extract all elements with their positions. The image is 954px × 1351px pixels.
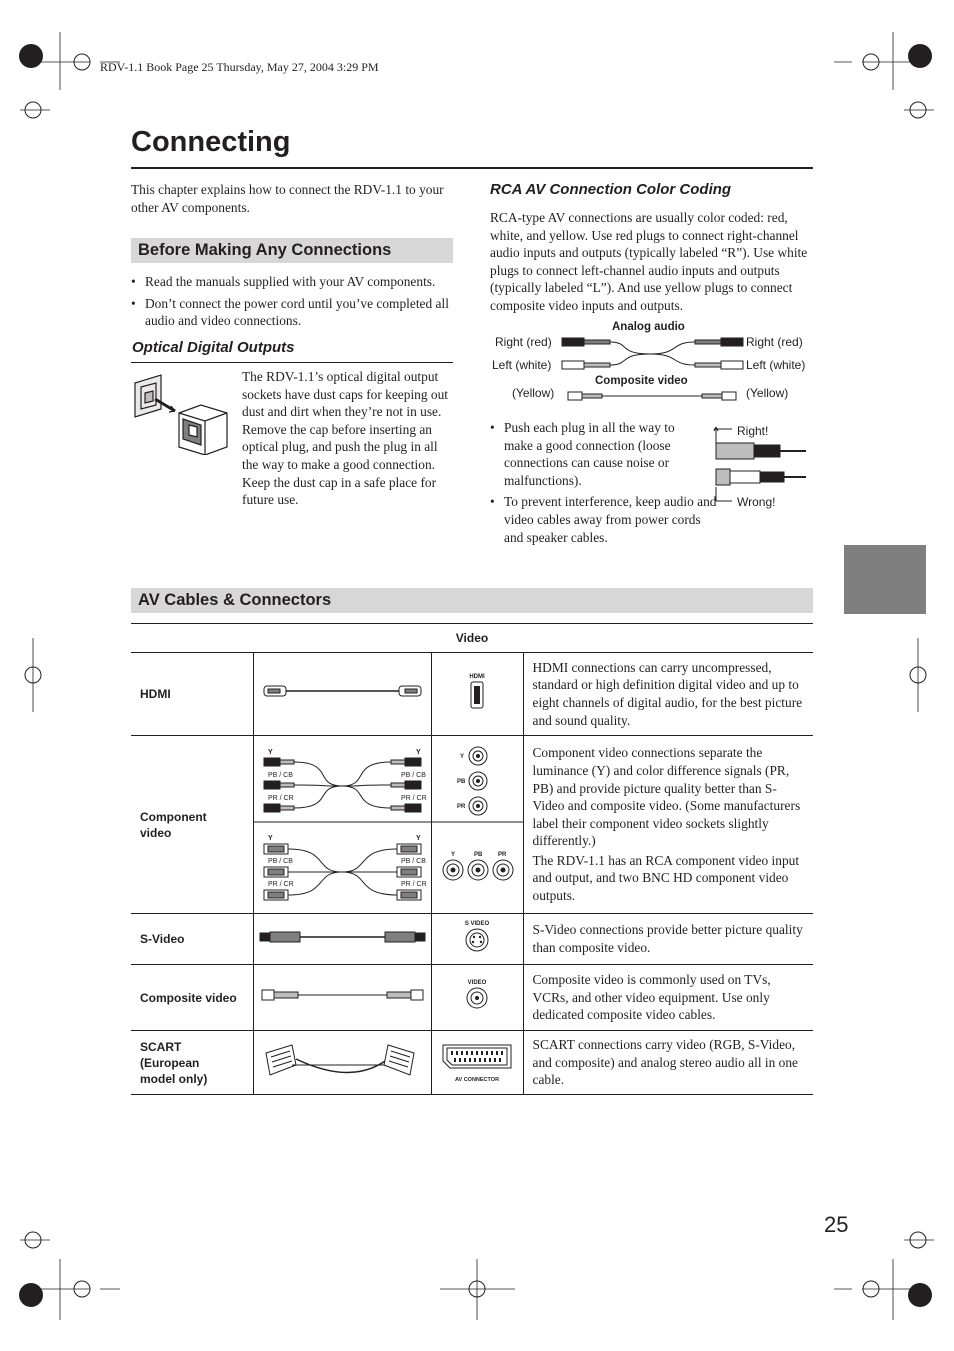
- svg-text:Y: Y: [267, 749, 273, 756]
- component-cable-icon: [254, 736, 431, 908]
- scart-socket-label: AV CONNECTOR: [454, 1077, 500, 1083]
- svg-text:PR: PR: [497, 852, 506, 858]
- list-item: • To prevent interference, keep audio and video cables away from power cords and speaker cables.: [490, 493, 722, 546]
- yellow-left-label: (Yellow): [512, 386, 555, 400]
- wrong-plug-label: Wrong!: [737, 495, 776, 509]
- rca-text: RCA-type AV connections are usually color coded: red, white, and yellow. Use red plugs to connect right-channel audio inputs and outputs (typically labeled “R”). Use white plugs to connect left-channel audio inputs and outputs (typically labeled “L”). And use yellow plugs to connect composite video inputs and outputs.: [490, 210, 808, 313]
- rca-tips-list: [490, 419, 722, 546]
- table-row: [131, 914, 813, 965]
- list-item: • Don’t connect the power cord until you’ve completed all audio and video connections.: [131, 295, 455, 330]
- svg-text:Y: Y: [450, 852, 455, 858]
- title-rule: [131, 167, 813, 169]
- svg-text:PR: PR: [456, 804, 465, 810]
- svideo-cable-icon: [254, 922, 431, 952]
- svg-text:PR / CR: PR / CR: [267, 795, 294, 802]
- page-title: Connecting: [131, 126, 291, 158]
- before-connections-list: [131, 273, 455, 330]
- intro-text: This chapter explains how to connect the RDV-1.1 to your other AV components.: [131, 182, 444, 215]
- analog-audio-label: Analog audio: [612, 321, 685, 333]
- hdmi-cable-icon: [254, 672, 431, 712]
- scart-cable-icon: [254, 1035, 431, 1085]
- component-description: Component video connections separate the luminance (Y) and color difference signals (PR, PB) and provide picture quality better than S-Video and composite video. (Some manufacturers label their component video sockets slightly differently.): [532, 745, 801, 849]
- rca-heading: RCA AV Connection Color Coding: [490, 181, 732, 198]
- table-row: [131, 965, 813, 1031]
- optical-heading: Optical Digital Outputs: [132, 339, 295, 356]
- svg-text:PR / CR: PR / CR: [267, 881, 294, 888]
- component-socket-icon: [432, 736, 523, 908]
- svg-text:Y: Y: [459, 754, 464, 760]
- svg-text:Y: Y: [415, 835, 421, 842]
- table-row: [131, 653, 813, 736]
- hdmi-socket-icon: [467, 680, 487, 710]
- optical-dust-cap-illustration: [131, 373, 235, 455]
- composite-socket-icon: [465, 986, 489, 1010]
- composite-socket-label: VIDEO: [467, 980, 487, 986]
- table-column-header: Video: [131, 624, 813, 653]
- right-red-left-label: Right (red): [495, 335, 552, 349]
- svideo-socket-label: S VIDEO: [464, 920, 490, 927]
- svg-text:PB / CB: PB / CB: [400, 858, 426, 865]
- av-cables-table: [131, 623, 813, 1095]
- row-label-composite: Composite video: [131, 965, 253, 1031]
- row-label-component: Component video: [131, 736, 253, 914]
- svg-text:PB: PB: [456, 779, 465, 785]
- svg-text:PB / CB: PB / CB: [400, 772, 426, 779]
- table-row: [131, 1031, 813, 1095]
- optical-text: The RDV-1.1’s optical digital output sockets have dust caps for keeping out dust and dirt when they’re not in use. Remove the cap before inserting an optical plug, and push the plug in all the way to make a good connection. Keep the dust cap in a safe place for future use.: [242, 369, 449, 508]
- optical-rule: [131, 362, 453, 363]
- right-red-right-label: Right (red): [746, 335, 803, 349]
- row-label-hdmi: HDMI: [131, 653, 253, 736]
- svg-text:PB / CB: PB / CB: [267, 858, 293, 865]
- row-label-svideo: S-Video: [131, 914, 253, 965]
- rca-cable-diagram: [560, 334, 745, 404]
- component-description-2: The RDV-1.1 has an RCA component video input and output, and two BNC HD component video outputs.: [532, 852, 800, 904]
- composite-cable-icon: [254, 980, 431, 1010]
- scart-socket-icon: [440, 1042, 514, 1078]
- svideo-description: S-Video connections provide better picture quality than composite video.: [523, 914, 813, 965]
- left-white-right-label: Left (white): [746, 358, 806, 372]
- hdmi-description: HDMI connections can carry uncompressed, standard or high definition digital video and up to eight channels of digital audio, for the best picture and sound quality.: [523, 653, 813, 736]
- svg-text:PB: PB: [473, 852, 482, 858]
- hdmi-socket-label: HDMI: [469, 673, 485, 680]
- svg-text:PR / CR: PR / CR: [400, 881, 427, 888]
- svideo-socket-icon: [464, 927, 490, 953]
- left-white-left-label: Left (white): [492, 358, 552, 372]
- scart-description: SCART connections carry video (RGB, S-Video, and composite) and analog stereo audio all in one cable.: [523, 1031, 813, 1095]
- composite-video-label: Composite video: [595, 375, 688, 387]
- svg-text:PR / CR: PR / CR: [400, 795, 427, 802]
- page-number: 25: [824, 1212, 849, 1237]
- before-connections-heading: Before Making Any Connections: [131, 238, 453, 263]
- av-cables-heading: AV Cables & Connectors: [131, 588, 813, 613]
- svg-text:PB / CB: PB / CB: [267, 772, 293, 779]
- svg-text:Y: Y: [415, 749, 421, 756]
- print-header: RDV-1.1 Book Page 25 Thursday, May 27, 2004 3:29 PM: [100, 60, 379, 74]
- table-row: [131, 736, 813, 914]
- list-item: • Push each plug in all the way to make a good connection (loose connections can cause noise or malfunctions).: [490, 419, 700, 489]
- svg-text:Y: Y: [267, 835, 273, 842]
- composite-description: Composite video is commonly used on TVs, VCRs, and other video equipment. Use only dedicated composite video cables.: [523, 965, 813, 1031]
- row-label-scart: SCART (European model only): [131, 1031, 253, 1095]
- chapter-tab: [844, 545, 926, 614]
- list-item: • Read the manuals supplied with your AV components.: [131, 273, 455, 291]
- right-plug-label: Right!: [737, 424, 769, 438]
- yellow-right-label: (Yellow): [746, 386, 789, 400]
